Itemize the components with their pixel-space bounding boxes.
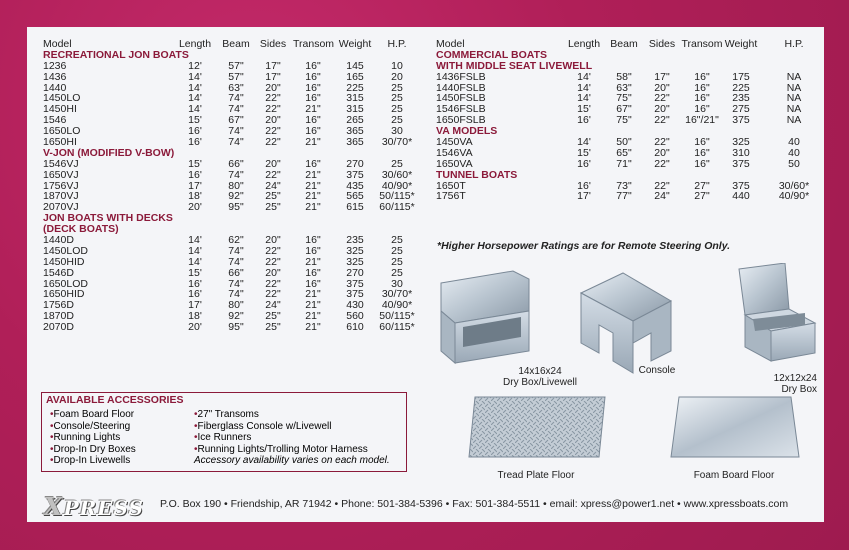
table-cell: 375 — [346, 168, 364, 181]
table-cell: 14' — [188, 255, 202, 268]
table-cell: 315 — [346, 92, 364, 105]
table-cell: 325 — [732, 136, 750, 149]
tread-plate-image — [469, 397, 605, 457]
table-cell: 30/60* — [778, 179, 810, 192]
table-cell: NA — [786, 70, 802, 83]
table-cell: 365 — [346, 136, 364, 149]
table-cell: 40/90* — [381, 179, 413, 192]
table-cell: 10 — [391, 59, 403, 72]
table-cell: 16' — [188, 136, 202, 149]
table-cell: 16" — [305, 114, 321, 127]
table-cell: 1546 — [43, 114, 67, 127]
table-cell: 16" — [305, 81, 321, 94]
table-cell: 1650VJ — [43, 168, 79, 181]
table-cell: 74" — [228, 125, 244, 138]
table-cell: 270 — [346, 266, 364, 279]
table-cell: 365 — [346, 125, 364, 138]
table-cell: 560 — [346, 310, 364, 323]
table-cell: 20" — [265, 114, 281, 127]
tread-plate-label: Tread Plate Floor — [497, 470, 575, 481]
floor-illustrations — [467, 395, 827, 461]
table-cell: 235 — [732, 92, 750, 105]
table-cell: 25 — [391, 92, 403, 105]
table-cell: 325 — [346, 255, 364, 268]
table-cell: 145 — [346, 59, 364, 72]
table-cell: 15' — [188, 114, 202, 127]
table-cell: 235 — [346, 234, 364, 247]
table-cell: 440 — [732, 190, 750, 203]
table-cell: 310 — [732, 146, 750, 159]
table-cell: 22" — [654, 114, 670, 127]
table-cell: 25 — [391, 234, 403, 247]
table-cell: 1440 — [43, 81, 67, 94]
footer — [40, 492, 810, 521]
section-title: JON BOATS WITH DECKS — [43, 212, 173, 225]
table-cell: 17' — [188, 179, 202, 192]
column-header: Weight — [724, 38, 758, 50]
table-cell: 74" — [228, 136, 244, 149]
accessory-item: • 27" Transoms — [194, 409, 390, 421]
table-cell: 20" — [265, 234, 281, 247]
drybox-livewell-label: 14x16x24 Dry Box/Livewell — [503, 366, 577, 388]
table-cell: 1450LOD — [43, 244, 88, 257]
table-cell: 71" — [616, 157, 632, 170]
table-cell: 1546D — [43, 266, 74, 279]
table-cell: 74" — [228, 168, 244, 181]
table-cell: 1450HI — [43, 103, 77, 116]
section-title: VA MODELS — [436, 125, 498, 138]
table-cell: 1650HI — [43, 136, 77, 149]
table-cell: 21" — [305, 136, 321, 149]
table-cell: 375 — [346, 277, 364, 290]
table-cell: 16" — [305, 244, 321, 257]
table-cell: 20" — [654, 81, 670, 94]
table-cell: 60/115* — [379, 201, 415, 214]
table-cell: 14' — [188, 92, 202, 105]
table-cell: 22" — [265, 244, 281, 257]
table-cell: 77" — [616, 190, 632, 203]
table-cell: 22" — [265, 136, 281, 149]
table-cell: 16' — [577, 157, 591, 170]
table-cell: 50 — [788, 157, 800, 170]
accessory-item: • Foam Board Floor — [50, 409, 136, 421]
table-cell: 20 — [391, 70, 403, 83]
table-cell: 50/115* — [379, 190, 415, 203]
table-cell: 25 — [391, 114, 403, 127]
column-header: Sides — [259, 38, 287, 50]
table-cell: 435 — [346, 179, 364, 192]
table-cell: 16" — [694, 81, 710, 94]
table-cell: 17" — [265, 59, 281, 72]
table-cell: NA — [786, 103, 802, 116]
table-cell: 225 — [732, 81, 750, 94]
table-cell: 225 — [346, 81, 364, 94]
table-cell: 22" — [654, 157, 670, 170]
table-cell: 14' — [188, 244, 202, 257]
table-cell: 16" — [694, 92, 710, 105]
table-cell: 270 — [346, 157, 364, 170]
table-cell: 16" — [305, 157, 321, 170]
table-cell: 66" — [228, 266, 244, 279]
table-cell: 14' — [188, 103, 202, 116]
table-cell: 375 — [732, 157, 750, 170]
table-cell: 92" — [228, 190, 244, 203]
table-cell: 74" — [228, 103, 244, 116]
accessory-item: • Drop-In Livewells — [50, 455, 136, 467]
table-cell: 16' — [577, 179, 591, 192]
table-cell: NA — [786, 81, 802, 94]
table-cell: 22" — [265, 255, 281, 268]
table-cell: 16" — [694, 146, 710, 159]
column-header: Sides — [648, 38, 676, 50]
table-row — [43, 268, 413, 279]
drybox-label: 12x12x24 Dry Box — [773, 373, 817, 395]
right-spec-table — [436, 39, 816, 202]
table-cell: 22" — [265, 168, 281, 181]
table-cell: 1756D — [43, 299, 74, 312]
table-cell: 1650VA — [436, 157, 473, 170]
column-header: Beam — [222, 38, 250, 50]
table-cell: 14' — [188, 81, 202, 94]
table-cell: 22" — [265, 92, 281, 105]
xpress-logo: XPRESS — [44, 492, 144, 521]
table-cell: 92" — [228, 310, 244, 323]
table-cell: 610 — [346, 321, 364, 334]
table-cell: 25" — [265, 201, 281, 214]
table-cell: 25" — [265, 310, 281, 323]
table-cell: 1546VA — [436, 146, 473, 159]
table-cell: 30 — [391, 125, 403, 138]
table-cell: 615 — [346, 201, 364, 214]
section-title: (DECK BOATS) — [43, 223, 119, 236]
table-cell: 75" — [616, 92, 632, 105]
table-cell: 21" — [305, 190, 321, 203]
foam-board-image — [671, 397, 799, 457]
xpress-logo-mark: X — [44, 492, 64, 521]
table-cell: 16" — [305, 125, 321, 138]
drybox-livewell-image — [441, 271, 529, 363]
table-cell: 25" — [265, 321, 281, 334]
table-cell: 62" — [228, 234, 244, 247]
column-header: Transom — [681, 38, 723, 50]
table-cell: 20" — [654, 103, 670, 116]
table-cell: 63" — [228, 81, 244, 94]
column-header: Beam — [610, 38, 638, 50]
table-cell: 30/70* — [381, 288, 413, 301]
drybox-image — [739, 263, 815, 361]
table-cell: 16" — [305, 70, 321, 83]
table-cell: 67" — [616, 103, 632, 116]
table-cell: 14' — [577, 136, 591, 149]
table-cell: 16" — [305, 59, 321, 72]
table-cell: 75" — [616, 114, 632, 127]
table-cell: 1450FSLB — [436, 92, 486, 105]
column-header: H.P. — [387, 38, 407, 50]
table-cell: 1450LO — [43, 92, 81, 105]
table-cell: 325 — [346, 244, 364, 257]
table-cell: 57" — [228, 70, 244, 83]
table-cell: 16' — [188, 288, 202, 301]
table-row — [43, 72, 413, 83]
table-cell: 25 — [391, 103, 403, 116]
table-cell: 25 — [391, 81, 403, 94]
horsepower-note: *Higher Horsepower Ratings are for Remote Steering Only. — [437, 240, 731, 252]
table-cell: 20' — [188, 201, 202, 214]
table-cell: 565 — [346, 190, 364, 203]
table-cell: 1436FSLB — [436, 70, 486, 83]
table-cell: 20" — [654, 146, 670, 159]
table-cell: 17" — [654, 70, 670, 83]
table-cell: 1440D — [43, 234, 74, 247]
table-cell: 20" — [265, 81, 281, 94]
table-cell: 65" — [616, 146, 632, 159]
table-cell: 375 — [346, 288, 364, 301]
foam-board-label: Foam Board Floor — [693, 470, 775, 481]
table-cell: 16' — [188, 277, 202, 290]
table-row — [436, 72, 816, 83]
table-cell: 1546VJ — [43, 157, 79, 170]
table-cell: 1436 — [43, 70, 67, 83]
table-cell: 1650T — [436, 179, 466, 192]
table-cell: 67" — [228, 114, 244, 127]
table-cell: 15' — [188, 266, 202, 279]
table-cell: 40/90* — [778, 190, 810, 203]
table-cell: 14' — [188, 70, 202, 83]
table-cell: 1650LOD — [43, 277, 88, 290]
table-cell: 16" — [305, 277, 321, 290]
table-cell: 14' — [577, 70, 591, 83]
table-cell: 16' — [188, 125, 202, 138]
table-cell: 22" — [654, 92, 670, 105]
column-header: Model — [436, 38, 465, 50]
table-cell: 57" — [228, 59, 244, 72]
table-cell: 175 — [732, 70, 750, 83]
console-label: Console — [638, 365, 676, 376]
table-cell: 14' — [577, 81, 591, 94]
table-cell: 74" — [228, 255, 244, 268]
table-cell: 14' — [188, 234, 202, 247]
table-cell: 22" — [265, 103, 281, 116]
table-cell: 50" — [616, 136, 632, 149]
table-cell: 1546FSLB — [436, 103, 486, 116]
table-cell: 24" — [265, 299, 281, 312]
table-cell: 21" — [305, 168, 321, 181]
table-cell: 74" — [228, 92, 244, 105]
column-header: Length — [567, 38, 601, 50]
section-title: TUNNEL BOATS — [436, 168, 518, 181]
table-cell: 2070D — [43, 321, 74, 334]
table-cell: 12' — [188, 59, 202, 72]
column-header: Weight — [338, 38, 372, 50]
accessory-item: • Running Lights — [50, 432, 136, 444]
table-cell: 22" — [265, 288, 281, 301]
table-cell: 27" — [694, 179, 710, 192]
table-cell: 25 — [391, 255, 403, 268]
left-spec-table — [43, 39, 413, 333]
column-header: Transom — [293, 38, 335, 50]
table-cell: 24" — [654, 190, 670, 203]
table-cell: 165 — [346, 70, 364, 83]
table-cell: 21" — [305, 288, 321, 301]
accessories-box — [41, 392, 407, 472]
table-cell: 20' — [188, 321, 202, 334]
table-cell: 74" — [228, 244, 244, 257]
table-cell: 40/90* — [381, 299, 413, 312]
table-cell: 1450VA — [436, 136, 473, 149]
table-cell: 18' — [188, 310, 202, 323]
accessory-item: • Console/Steering — [50, 421, 136, 433]
table-cell: 1756VJ — [43, 179, 79, 192]
table-cell: 16" — [694, 70, 710, 83]
table-cell: 30 — [391, 277, 403, 290]
table-cell: 30/70* — [381, 136, 413, 149]
section-title: RECREATIONAL JON BOATS — [43, 48, 189, 61]
table-cell: 1440FSLB — [436, 81, 486, 94]
accessory-item: • Fiberglass Console w/Livewell — [194, 421, 390, 433]
column-header: Model — [43, 38, 72, 50]
table-cell: 21" — [305, 201, 321, 214]
table-cell: 80" — [228, 299, 244, 312]
table-cell: 1650FSLB — [436, 114, 486, 127]
table-cell: 1650LO — [43, 125, 81, 138]
table-cell: 22" — [265, 125, 281, 138]
table-cell: 21" — [305, 179, 321, 192]
contact-info: P.O. Box 190 • Friendship, AR 71942 • Phone: 501-384-5396 • Fax: 501-384-5511 • email: xpress@power1.net • www.xpressboats.com — [160, 498, 789, 510]
table-cell: 17" — [265, 70, 281, 83]
accessories-title: AVAILABLE ACCESSORIES — [46, 394, 184, 406]
table-cell: 74" — [228, 277, 244, 290]
table-cell: 21" — [305, 299, 321, 312]
table-cell: 73" — [616, 179, 632, 192]
table-cell: 1870D — [43, 310, 74, 323]
table-cell: 16" — [694, 103, 710, 116]
table-cell: 16" — [694, 157, 710, 170]
table-cell: 375 — [732, 179, 750, 192]
table-cell: 16' — [188, 168, 202, 181]
table-cell: 1756T — [436, 190, 466, 203]
table-cell: 17' — [188, 299, 202, 312]
table-cell: 22" — [654, 136, 670, 149]
table-row — [43, 170, 413, 181]
table-cell: 21" — [305, 103, 321, 116]
accessory-item: • Ice Runners — [194, 432, 390, 444]
table-cell: 24" — [265, 179, 281, 192]
table-cell: 18' — [188, 190, 202, 203]
table-cell: 1450HID — [43, 255, 85, 268]
accessory-footnote: Accessory availability varies on each model. — [194, 455, 390, 466]
table-cell: 22" — [654, 179, 670, 192]
table-cell: 74" — [228, 288, 244, 301]
table-cell: 2070VJ — [43, 201, 79, 214]
table-cell: 16' — [577, 114, 591, 127]
section-title: COMMERCIAL BOATS — [436, 48, 548, 61]
table-cell: 60/115* — [379, 321, 415, 334]
section-title: V-JON (MODIFIED V-BOW) — [43, 146, 175, 159]
table-cell: NA — [786, 114, 802, 127]
console-image — [581, 273, 671, 373]
table-cell: 16" — [305, 92, 321, 105]
table-cell: 17' — [577, 190, 591, 203]
spec-card — [27, 27, 824, 522]
table-cell: 22" — [265, 277, 281, 290]
table-row — [436, 191, 816, 202]
table-cell: 265 — [346, 114, 364, 127]
table-cell: 80" — [228, 179, 244, 192]
table-cell: 40 — [788, 136, 800, 149]
table-cell: 20" — [265, 157, 281, 170]
table-cell: 430 — [346, 299, 364, 312]
table-cell: 95" — [228, 201, 244, 214]
table-cell: 66" — [228, 157, 244, 170]
table-row — [43, 322, 413, 333]
section-title: WITH MIDDLE SEAT LIVEWELL — [436, 59, 593, 72]
table-cell: 1650HID — [43, 288, 85, 301]
table-cell: 1870VJ — [43, 190, 79, 203]
table-cell: NA — [786, 92, 802, 105]
table-cell: 16" — [305, 266, 321, 279]
table-cell: 40 — [788, 146, 800, 159]
column-header: Length — [178, 38, 212, 50]
table-cell: 25 — [391, 157, 403, 170]
column-header: H.P. — [784, 38, 804, 50]
table-cell: 15' — [577, 103, 591, 116]
table-cell: 21" — [305, 310, 321, 323]
table-cell: 63" — [616, 81, 632, 94]
table-cell: 16" — [694, 136, 710, 149]
accessory-item: • Drop-In Dry Boxes — [50, 444, 136, 456]
table-cell: 21" — [305, 255, 321, 268]
table-cell: 15' — [188, 157, 202, 170]
table-cell: 1236 — [43, 59, 67, 72]
accessories-left-list — [50, 409, 136, 467]
table-cell: 27" — [694, 190, 710, 203]
table-cell: 14' — [577, 92, 591, 105]
table-cell: 16"/21" — [685, 114, 719, 127]
table-cell: 16" — [305, 234, 321, 247]
table-cell: 25" — [265, 190, 281, 203]
table-cell: 20" — [265, 266, 281, 279]
table-cell: 25 — [391, 266, 403, 279]
accessory-item: • Running Lights/Trolling Motor Harness — [194, 444, 390, 456]
table-cell: 21" — [305, 321, 321, 334]
table-cell: 315 — [346, 103, 364, 116]
table-cell: 30/60* — [381, 168, 413, 181]
table-cell: 375 — [732, 114, 750, 127]
accessories-right-list — [194, 409, 390, 467]
table-cell: 15' — [577, 146, 591, 159]
table-cell: 25 — [391, 244, 403, 257]
table-cell: 275 — [732, 103, 750, 116]
table-cell: 58" — [616, 70, 632, 83]
table-cell: 50/115* — [379, 310, 415, 323]
table-cell: 95" — [228, 321, 244, 334]
